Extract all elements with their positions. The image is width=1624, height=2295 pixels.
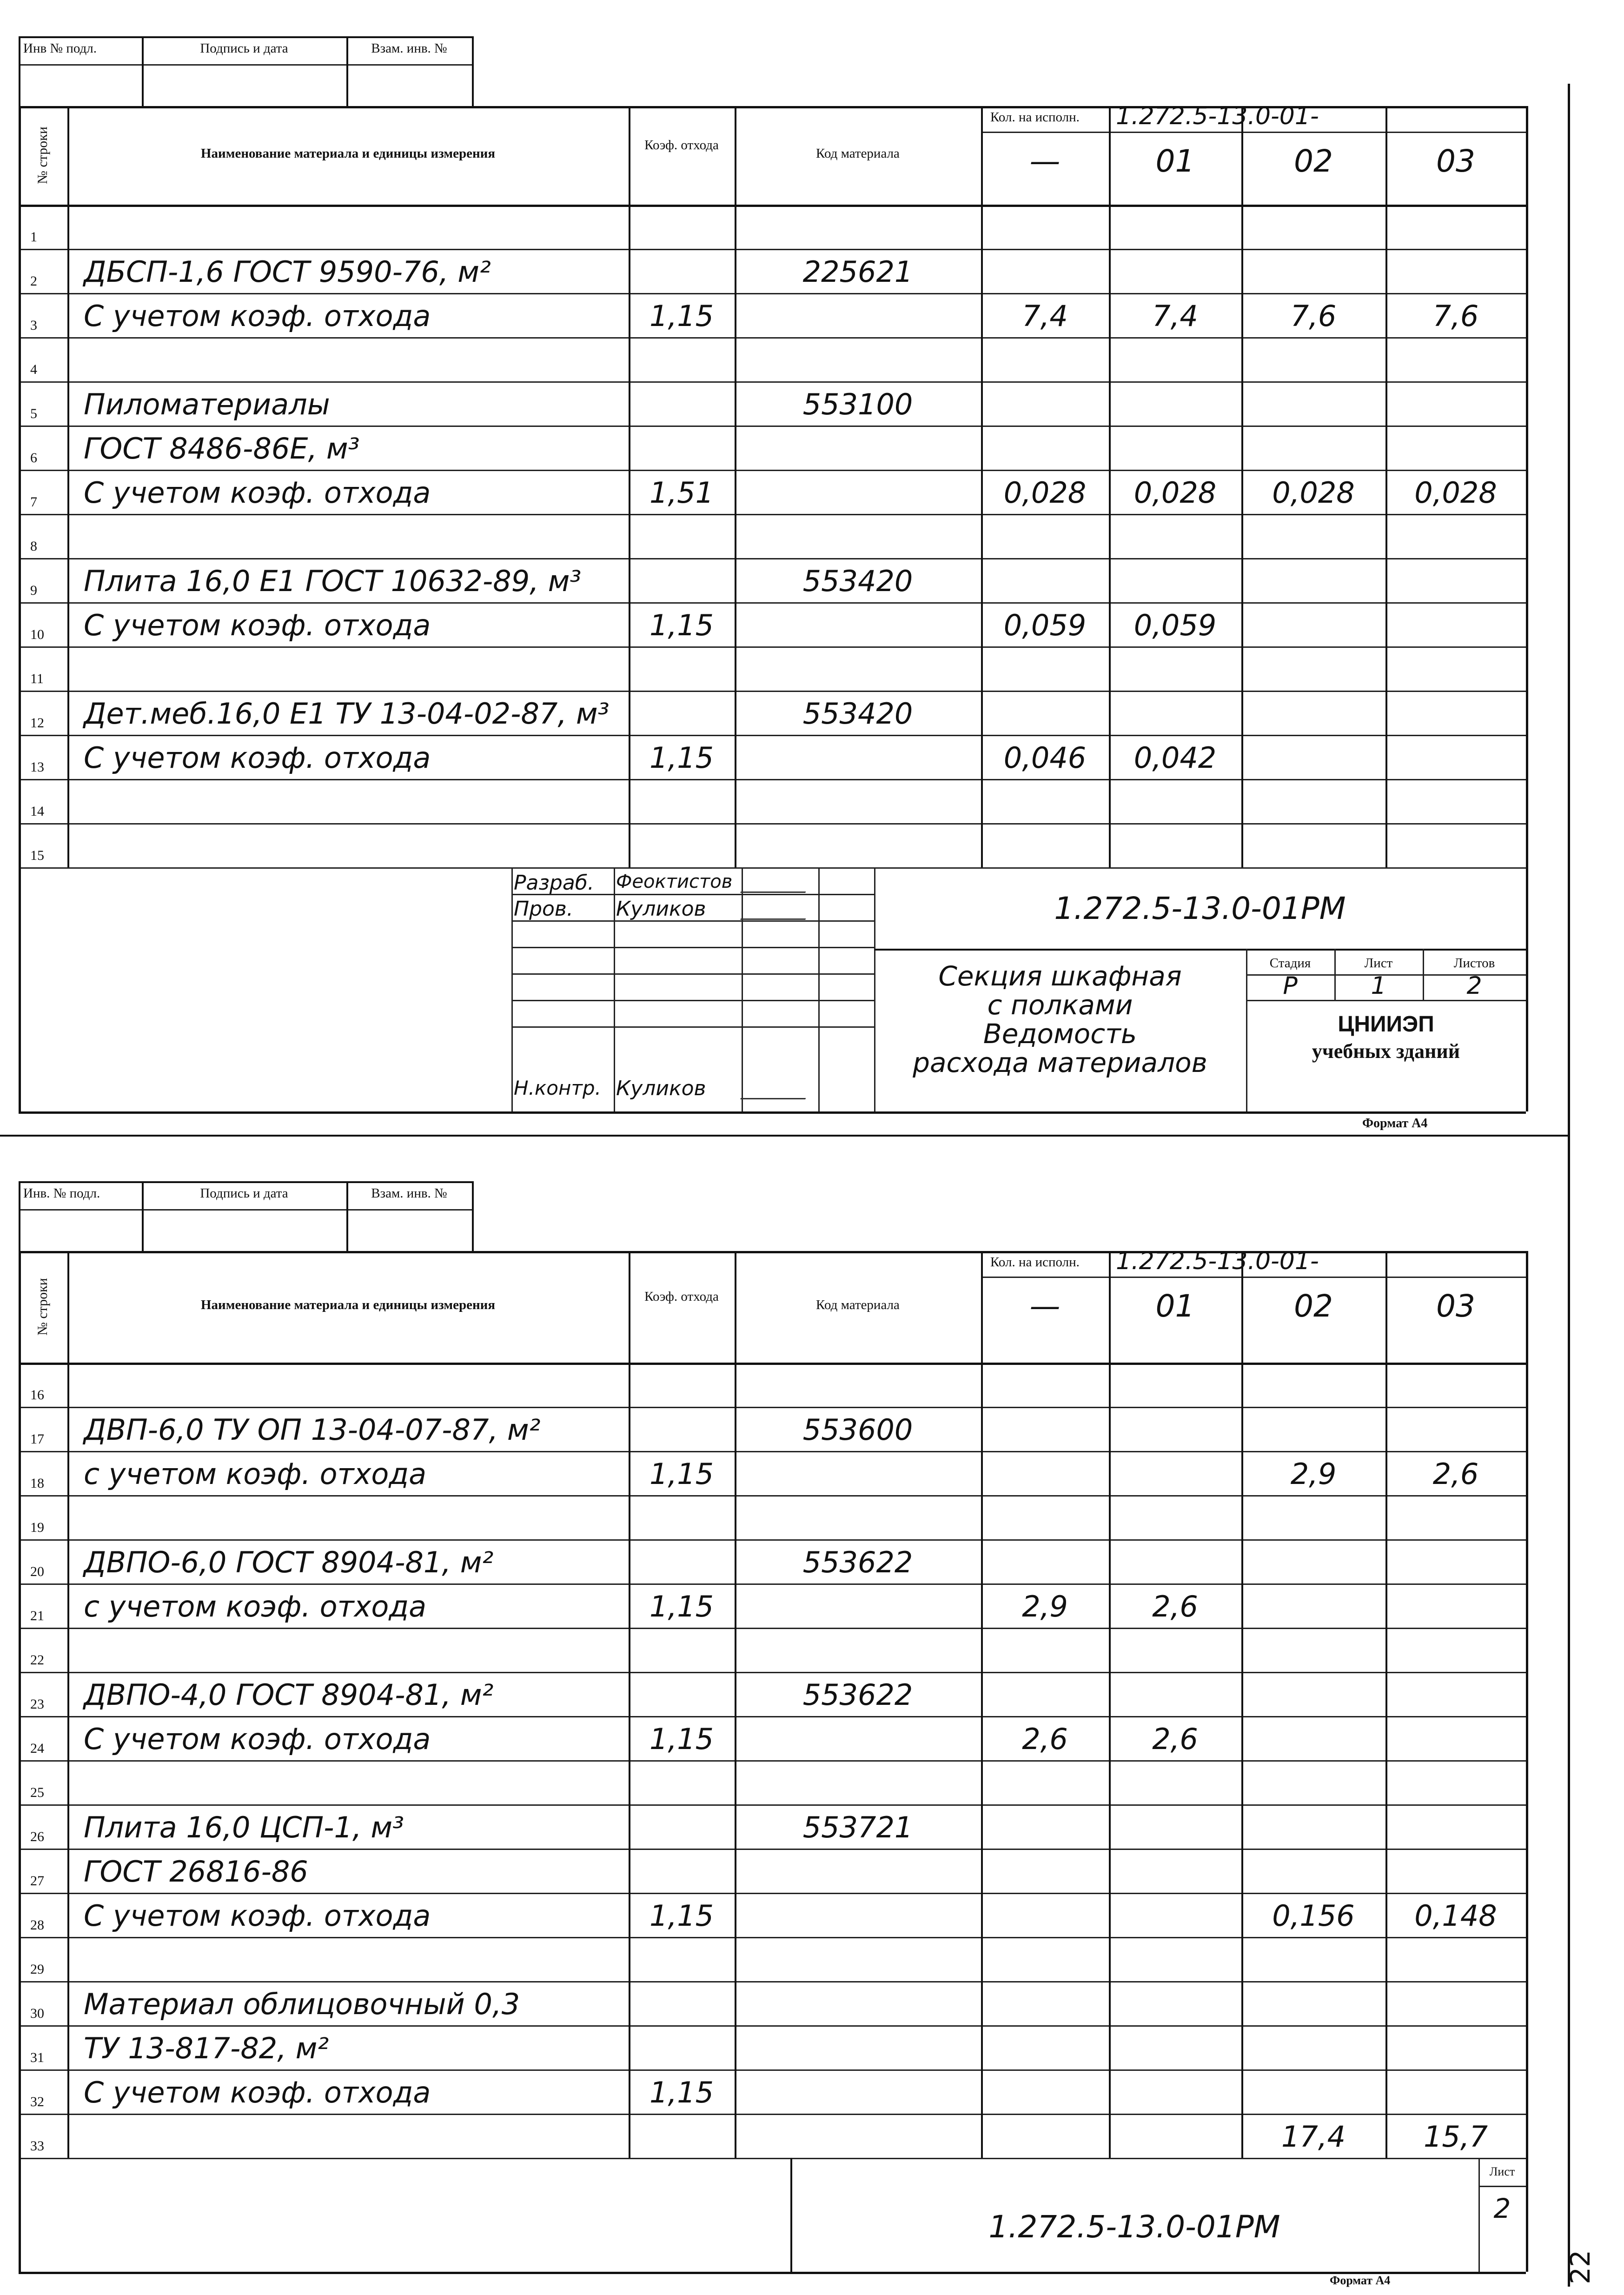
row-number: 26: [30, 1829, 44, 1844]
row-line: [19, 1849, 1526, 1850]
row-line: [19, 426, 1526, 427]
title-grid-row: [511, 973, 874, 975]
row-line: [19, 1981, 1526, 1982]
title-right-line: [1526, 867, 1528, 1111]
header-kol: Кол. на исполн.: [990, 1255, 1080, 1270]
title-line-1: с полками: [987, 989, 1133, 1021]
header-code: Код материала: [816, 1297, 900, 1312]
col-line: [67, 1251, 69, 2158]
sheet-label-2: Лист: [1489, 2165, 1515, 2178]
row-koef: 1,15: [649, 299, 714, 333]
header-variant-1: 01: [1155, 143, 1195, 179]
row-line: [19, 1407, 1526, 1408]
row-number: 1: [30, 229, 37, 245]
row-number: 27: [30, 1873, 44, 1889]
header-variant-2: 02: [1294, 1288, 1333, 1324]
row-value-3: 7,6: [1432, 299, 1479, 333]
col-line: [981, 1251, 983, 2158]
row-number: 29: [30, 1962, 44, 1977]
row-value-0: 0,046: [1003, 741, 1087, 775]
row-koef: 1,15: [649, 608, 714, 642]
sheets-label: Листов: [1453, 956, 1495, 971]
col-line: [1526, 106, 1528, 867]
row-line: [19, 735, 1526, 736]
col-line: [1241, 106, 1243, 867]
col-line: [19, 106, 21, 867]
row-line: [19, 1760, 1526, 1762]
row-number: 24: [30, 1741, 44, 1756]
row-name: Плита 16,0 ЦСП-1, м³: [84, 1810, 404, 1844]
stamp-sep-3: [472, 1181, 474, 1251]
doc-code-2: 1.272.5-13.0-01РМ: [988, 2209, 1280, 2245]
header-designation: 1.272.5-13.0-01-: [1116, 1247, 1319, 1275]
check-role: Пров.: [514, 897, 573, 921]
row-line: [19, 558, 1526, 559]
row-value-1: 0,028: [1133, 476, 1217, 510]
row-line: [19, 1893, 1526, 1894]
signature-1: [740, 873, 813, 893]
row-code: 553622: [802, 1545, 913, 1579]
row-number: 12: [30, 715, 44, 731]
col-line: [67, 106, 69, 867]
row-value-1: 0,059: [1133, 608, 1217, 642]
row-name: Материал облицовочный 0,3: [84, 1987, 520, 2021]
row-name: Пиломатериалы: [84, 387, 330, 421]
row-number: 20: [30, 1564, 44, 1579]
col-line: [735, 1251, 736, 2158]
row-name: С учетом коэф. отхода: [84, 1899, 431, 1933]
header-variant-3: 03: [1436, 143, 1475, 179]
title-bottom-line: [19, 1111, 1526, 1114]
col-line: [19, 1251, 21, 2158]
col-line: [1109, 106, 1111, 867]
row-value-1: 2,6: [1152, 1722, 1198, 1756]
bottom-left-line: [19, 2158, 21, 2272]
row-value-2: 0,028: [1272, 476, 1355, 510]
row-value-2: 0,156: [1272, 1899, 1355, 1933]
stamp-mid-line: [19, 64, 472, 66]
row-number: 6: [30, 450, 37, 466]
stamp-sign-label: Подпись и дата: [200, 41, 288, 56]
row-name: с учетом коэф. отхода: [84, 1457, 427, 1491]
sheet-value-2: 2: [1493, 2193, 1511, 2224]
row-number: 31: [30, 2050, 44, 2065]
bottom-right-line: [1526, 2158, 1528, 2272]
row-number: 13: [30, 759, 44, 775]
sheet-box-mid: [1478, 2186, 1526, 2187]
row-line: [19, 470, 1526, 471]
row-number: 32: [30, 2094, 44, 2109]
col-line: [629, 106, 630, 867]
row-line: [19, 823, 1526, 825]
row-name: ГОСТ 8486-86Е, м³: [84, 432, 360, 466]
col-line: [1526, 1251, 1528, 2158]
row-name: С учетом коэф. отхода: [84, 2075, 431, 2109]
org-name: ЦНИИЭП: [1338, 1012, 1434, 1037]
row-number: 23: [30, 1696, 44, 1712]
col-line: [629, 1251, 630, 2158]
title-line-3: расхода материалов: [913, 1047, 1207, 1078]
row-value-2: 7,6: [1290, 299, 1337, 333]
title-line-2: Ведомость: [983, 1018, 1137, 1050]
col-line: [735, 106, 736, 867]
row-value-3: 2,6: [1432, 1457, 1479, 1491]
row-line: [19, 2114, 1526, 2115]
header-name: Наименование материала и единицы измерения: [200, 1297, 496, 1312]
page-number: 22: [1564, 2250, 1596, 2284]
row-line: [19, 1804, 1526, 1806]
row-number: 11: [30, 671, 44, 686]
row-name: ДВП-6,0 ТУ ОП 13-04-07-87, м²: [84, 1413, 541, 1447]
row-line: [19, 337, 1526, 339]
row-line: [19, 1451, 1526, 1452]
row-line: [19, 867, 1526, 869]
row-number: 16: [30, 1387, 44, 1403]
row-number: 21: [30, 1608, 44, 1623]
row-number: 33: [30, 2138, 44, 2154]
header-bottom-line: [19, 1363, 1526, 1365]
title-grid-row: [511, 947, 874, 948]
kol-header-line: [981, 132, 1526, 133]
row-value-0: 7,4: [1022, 299, 1068, 333]
row-name: С учетом коэф. отхода: [84, 1722, 431, 1756]
row-code: 225621: [802, 255, 913, 289]
row-value-3: 0,028: [1414, 476, 1497, 510]
sheets-value: 2: [1466, 972, 1482, 1000]
row-number: 14: [30, 804, 44, 819]
header-kol: Кол. на исполн.: [990, 110, 1080, 125]
stamp-sign-label: Подпись и дата: [200, 1186, 288, 1201]
row-number: 28: [30, 1917, 44, 1933]
check-name: Куликов: [616, 897, 706, 921]
row-name: ДБСП-1,6 ГОСТ 9590-76, м²: [84, 255, 491, 289]
title-grid-col: [511, 867, 513, 1111]
stamp-vzam-label: Взам. инв. №: [371, 1186, 447, 1201]
row-line: [19, 691, 1526, 692]
stage-label: Стадия: [1269, 956, 1311, 971]
header-row-no: № строки: [35, 126, 50, 184]
row-number: 19: [30, 1520, 44, 1535]
row-value-3: 15,7: [1423, 2120, 1488, 2154]
doc-code: 1.272.5-13.0-01РМ: [1054, 891, 1346, 926]
row-code: 553100: [802, 387, 913, 421]
row-number: 25: [30, 1785, 44, 1800]
row-name: ДВПО-4,0 ГОСТ 8904-81, м²: [84, 1678, 494, 1712]
row-line: [19, 2069, 1526, 2071]
row-name: Плита 16,0 Е1 ГОСТ 10632-89, м³: [84, 564, 582, 598]
stamp-vzam-label: Взам. инв. №: [371, 41, 447, 56]
format-label-1: Формат А4: [1362, 1116, 1428, 1131]
col-line: [1385, 1251, 1387, 2158]
row-koef: 1,15: [649, 1457, 714, 1491]
col-line: [1241, 1251, 1243, 2158]
row-line: [19, 602, 1526, 604]
stamp-top-line: [19, 1181, 472, 1183]
bottom-line: [19, 2272, 1526, 2274]
header-koef: Коэф. отхода: [644, 138, 719, 153]
row-line: [19, 1495, 1526, 1497]
page-divider: [0, 1135, 1568, 1137]
row-name: ГОСТ 26816-86: [84, 1855, 308, 1889]
row-line: [19, 1937, 1526, 1938]
row-value-0: 2,9: [1022, 1590, 1068, 1623]
header-variant-2: 02: [1294, 143, 1333, 179]
row-line: [19, 1628, 1526, 1629]
row-koef: 1,15: [649, 1899, 714, 1933]
sheet-label: Лист: [1364, 956, 1393, 971]
dev-name: Феоктистов: [616, 871, 733, 892]
header-bottom-line: [19, 205, 1526, 207]
dev-role: Разраб.: [514, 871, 594, 895]
title-grid-col: [742, 867, 743, 1111]
title-left-line: [19, 867, 21, 1111]
row-number: 17: [30, 1431, 44, 1447]
row-number: 10: [30, 627, 44, 642]
title-grid-row: [511, 1026, 874, 1028]
header-variant-0: —: [1029, 1288, 1061, 1324]
row-line: [19, 249, 1526, 250]
title-code-line: [874, 949, 1526, 951]
row-line: [19, 381, 1526, 383]
row-number: 22: [30, 1652, 44, 1668]
row-number: 18: [30, 1476, 44, 1491]
row-line: [19, 293, 1526, 294]
row-koef: 1,15: [649, 1722, 714, 1756]
header-code: Код материала: [816, 146, 900, 161]
stage-value-line: [1246, 1000, 1526, 1001]
sheet-value: 1: [1371, 972, 1386, 1000]
row-value-1: 0,042: [1133, 741, 1217, 775]
row-line: [19, 1539, 1526, 1541]
stamp-top-line: [19, 36, 472, 38]
row-name: С учетом коэф. отхода: [84, 741, 431, 775]
header-row-no: № строки: [35, 1278, 50, 1336]
row-name: с учетом коэф. отхода: [84, 1590, 427, 1623]
row-line: [19, 2158, 1526, 2159]
stamp-sep-3: [472, 36, 474, 106]
stage-value: Р: [1283, 972, 1298, 1000]
title-grid-col: [818, 867, 820, 1111]
stamp-mid-line: [19, 1209, 472, 1211]
row-name: ТУ 13-817-82, м²: [84, 2031, 329, 2065]
norm-name: Куликов: [616, 1077, 706, 1100]
stamp-inv-label: Инв. № подл.: [23, 1186, 100, 1201]
signature-2: [740, 900, 813, 920]
norm-role: Н.контр.: [514, 1077, 601, 1099]
row-name: ДВПО-6,0 ГОСТ 8904-81, м²: [84, 1545, 494, 1579]
row-value-2: 2,9: [1290, 1457, 1337, 1491]
row-number: 9: [30, 583, 37, 598]
row-code: 553420: [802, 564, 913, 598]
header-variant-1: 01: [1155, 1288, 1195, 1324]
header-name: Наименование материала и единицы измерения: [200, 146, 496, 161]
row-koef: 1,15: [649, 1590, 714, 1623]
row-value-0: 2,6: [1022, 1722, 1068, 1756]
row-line: [19, 514, 1526, 515]
row-koef: 1,15: [649, 2075, 714, 2109]
row-line: [19, 779, 1526, 780]
title-grid-row: [511, 1000, 874, 1001]
row-value-1: 7,4: [1152, 299, 1198, 333]
row-name: С учетом коэф. отхода: [84, 476, 431, 510]
row-number: 30: [30, 2006, 44, 2021]
row-value-3: 0,148: [1414, 1899, 1497, 1933]
row-value-0: 0,059: [1003, 608, 1087, 642]
header-variant-0: —: [1029, 143, 1061, 179]
row-number: 15: [30, 848, 44, 863]
row-line: [19, 1583, 1526, 1585]
right-margin-line: [1568, 84, 1570, 2287]
row-number: 3: [30, 318, 37, 333]
row-number: 8: [30, 539, 37, 554]
stamp-inv-label: Инв № подл.: [23, 41, 97, 56]
signature-3: [740, 1079, 813, 1099]
kol-header-line: [981, 1277, 1526, 1278]
format-label-2: Формат А4: [1330, 2274, 1391, 2287]
row-name: Дет.меб.16,0 Е1 ТУ 13-04-02-87, м³: [84, 697, 610, 731]
title-grid-col: [614, 867, 615, 1111]
row-value-2: 17,4: [1281, 2120, 1346, 2154]
title-line-0: Секция шкафная: [938, 960, 1182, 992]
row-line: [19, 2025, 1526, 2027]
col-line: [981, 106, 983, 867]
row-value-0: 0,028: [1003, 476, 1087, 510]
col-line: [1385, 106, 1387, 867]
row-koef: 1,51: [649, 476, 714, 510]
row-line: [19, 646, 1526, 648]
row-code: 553600: [802, 1413, 913, 1447]
row-number: 5: [30, 406, 37, 421]
row-number: 2: [30, 273, 37, 289]
org-sub: учебных зданий: [1312, 1040, 1460, 1063]
row-code: 553721: [802, 1810, 913, 1844]
row-code: 553420: [802, 697, 913, 731]
col-line: [1109, 1251, 1111, 2158]
header-variant-3: 03: [1436, 1288, 1475, 1324]
row-line: [19, 1672, 1526, 1673]
row-value-1: 2,6: [1152, 1590, 1198, 1623]
header-koef: Коэф. отхода: [644, 1289, 719, 1304]
row-number: 4: [30, 362, 37, 377]
row-line: [19, 1716, 1526, 1717]
header-designation: 1.272.5-13.0-01-: [1116, 102, 1319, 130]
row-name: С учетом коэф. отхода: [84, 608, 431, 642]
row-name: С учетом коэф. отхода: [84, 299, 431, 333]
row-number: 7: [30, 494, 37, 510]
row-code: 553622: [802, 1678, 913, 1712]
row-koef: 1,15: [649, 741, 714, 775]
